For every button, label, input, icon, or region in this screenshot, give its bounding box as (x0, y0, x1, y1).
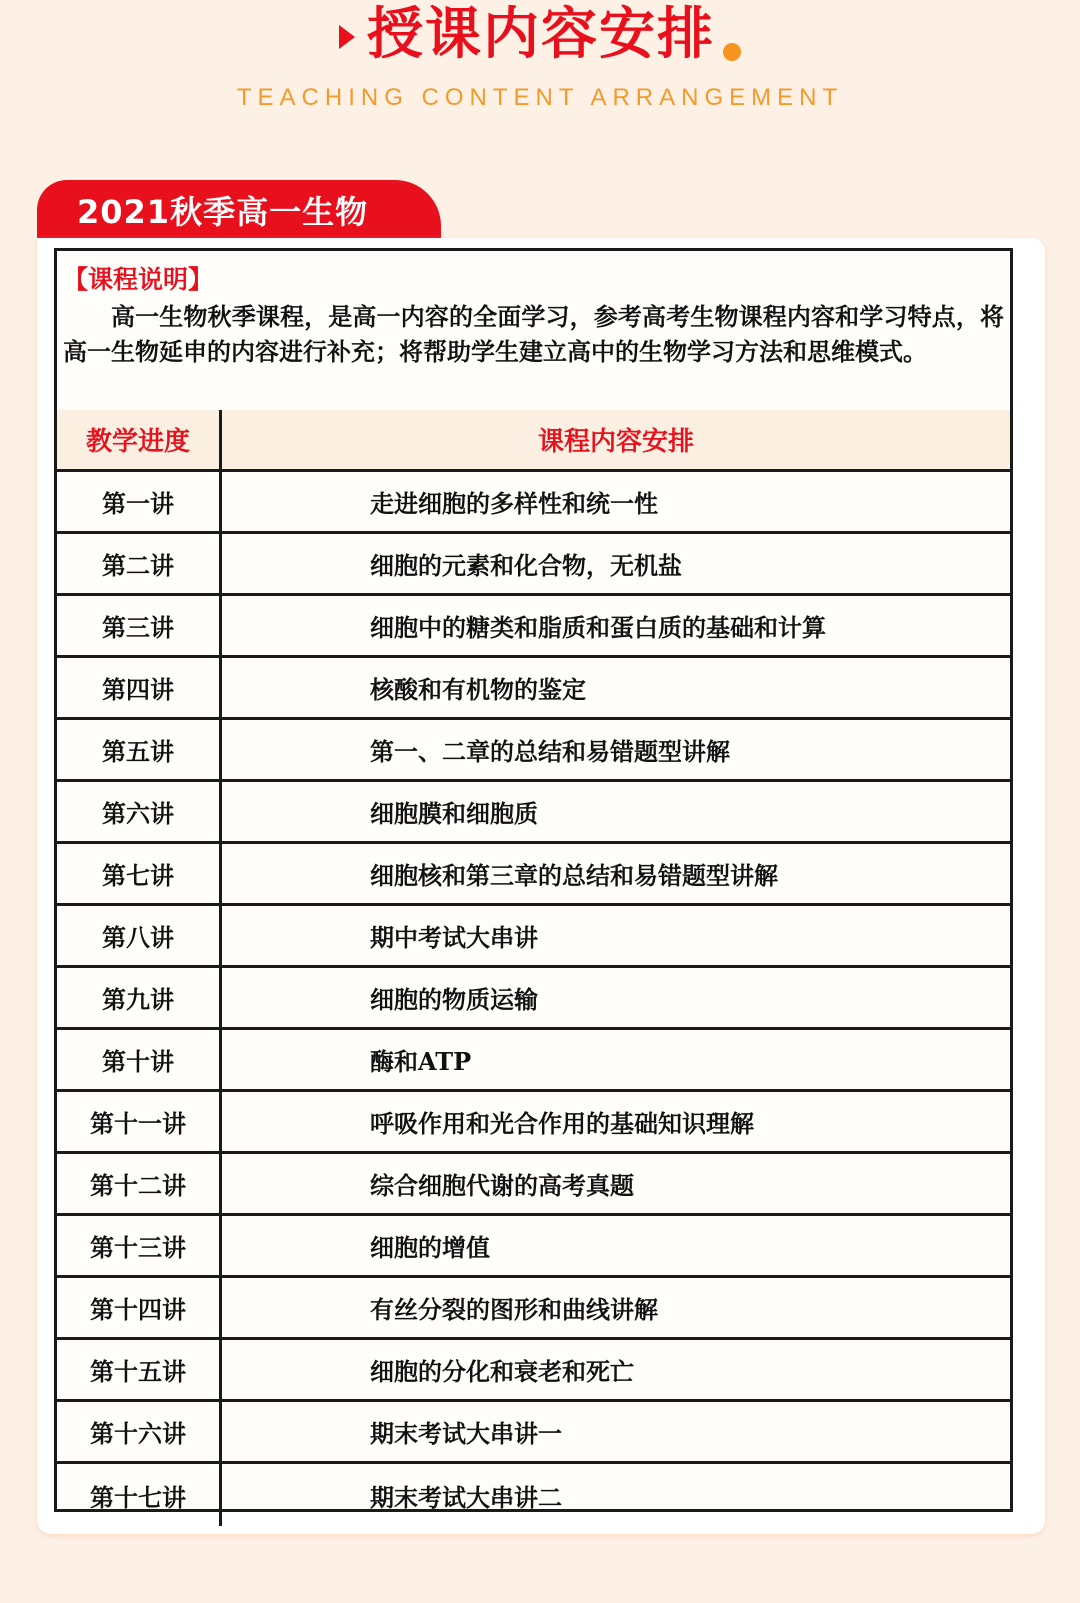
lesson-content: 细胞的分化和衰老和死亡 (370, 1357, 634, 1386)
lesson-number: 第十一讲 (57, 1092, 222, 1151)
lesson-number: 第一讲 (57, 472, 222, 531)
table-row (57, 1278, 1010, 1340)
lesson-content: 细胞的元素和化合物，无机盐 (370, 551, 682, 580)
page-title: 授课内容安排 (367, 2, 715, 67)
table-row (57, 658, 1010, 720)
lesson-content: 细胞的增值 (370, 1233, 490, 1262)
lesson-content: 走进细胞的多样性和统一性 (370, 489, 658, 518)
intro-heading: 【课程说明】 (63, 265, 214, 294)
page-subtitle: TEACHING CONTENT ARRANGEMENT (236, 84, 844, 111)
table-row (57, 782, 1010, 844)
table-header-row (57, 410, 1010, 472)
table-row (57, 1154, 1010, 1216)
lesson-content: 细胞中的糖类和脂质和蛋白质的基础和计算 (370, 613, 826, 642)
lesson-number: 第十讲 (57, 1030, 222, 1089)
column-header-content: 课程内容安排 (537, 427, 694, 457)
course-card (37, 238, 1045, 1534)
table-row (57, 1030, 1010, 1092)
lesson-number: 第六讲 (57, 782, 222, 841)
lesson-content: 呼吸作用和光合作用的基础知识理解 (370, 1109, 754, 1138)
lesson-content: 期末考试大串讲二 (370, 1482, 562, 1512)
lesson-number: 第十五讲 (57, 1340, 222, 1399)
lesson-content: 第一、二章的总结和易错题型讲解 (370, 737, 730, 766)
lesson-number: 第十二讲 (57, 1154, 222, 1213)
lesson-number: 第十四讲 (57, 1278, 222, 1337)
lesson-number: 第三讲 (57, 596, 222, 655)
lesson-content: 核酸和有机物的鉴定 (370, 675, 586, 704)
table-row (57, 968, 1010, 1030)
table-row (57, 472, 1010, 534)
lesson-content: 酶和ATP (370, 1047, 472, 1076)
page-title-block (0, 0, 1080, 70)
lesson-content: 有丝分裂的图形和曲线讲解 (370, 1295, 658, 1324)
lesson-content: 期中考试大串讲 (370, 923, 538, 952)
section-tab: 2021秋季高一生物 (37, 180, 441, 240)
lesson-content: 综合细胞代谢的高考真题 (370, 1171, 634, 1200)
table-row (57, 596, 1010, 658)
table-row (57, 844, 1010, 906)
table-row (57, 1402, 1010, 1464)
column-header-progress: 教学进度 (57, 410, 222, 469)
table-row (57, 1464, 1010, 1526)
lesson-content: 细胞的物质运输 (370, 985, 538, 1014)
lesson-number: 第二讲 (57, 534, 222, 593)
lesson-number: 第七讲 (57, 844, 222, 903)
table-row (57, 1340, 1010, 1402)
lesson-number: 第五讲 (57, 720, 222, 779)
schedule-table (57, 410, 1010, 1526)
table-row (57, 720, 1010, 782)
lesson-number: 第十七讲 (57, 1464, 222, 1526)
lesson-number: 第四讲 (57, 658, 222, 717)
triangle-icon (339, 25, 355, 49)
lesson-content: 期末考试大串讲一 (370, 1419, 562, 1448)
table-row (57, 534, 1010, 596)
lesson-content: 细胞膜和细胞质 (370, 799, 538, 828)
lesson-number: 第八讲 (57, 906, 222, 965)
lesson-number: 第十六讲 (57, 1402, 222, 1461)
lesson-content: 细胞核和第三章的总结和易错题型讲解 (370, 861, 778, 890)
table-row (57, 1092, 1010, 1154)
intro-body: 高一生物秋季课程，是高一内容的全面学习，参考高考生物课程内容和学习特点，将高一生物延申的内容进行补充；将帮助学生建立高中的生物学习方法和思维模式。 (63, 302, 1004, 366)
table-row (57, 1216, 1010, 1278)
lesson-number: 第十三讲 (57, 1216, 222, 1275)
dot-icon (723, 43, 741, 61)
course-intro (57, 251, 1010, 413)
table-row (57, 906, 1010, 968)
course-table-frame (54, 248, 1013, 1512)
lesson-number: 第九讲 (57, 968, 222, 1027)
